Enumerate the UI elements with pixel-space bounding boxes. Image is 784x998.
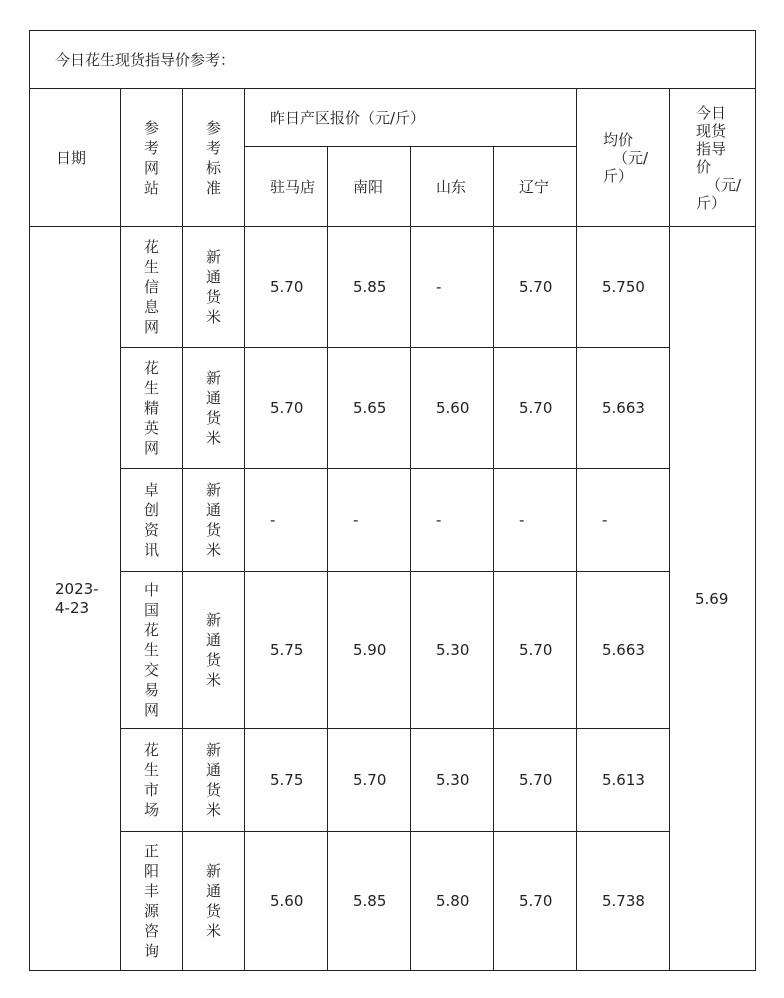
price-cell: 5.60 — [245, 832, 328, 971]
header-guide-line: 指导 — [696, 139, 727, 158]
header-guide-line: 今日 — [696, 103, 727, 122]
standard-cell: 新 通 货 米 — [183, 832, 245, 971]
date-line: 4-23 — [55, 598, 90, 617]
site-cell: 花 生 信 息 网 — [121, 227, 183, 348]
avg-cell: 5.613 — [577, 729, 670, 832]
price-cell: - — [411, 469, 494, 572]
price-cell: 5.75 — [245, 729, 328, 832]
site-cell: 中 国 花 生 交 易 网 — [121, 572, 183, 729]
avg-cell: 5.663 — [577, 348, 670, 469]
price-cell: 5.70 — [494, 832, 577, 971]
price-cell: 5.70 — [494, 572, 577, 729]
site-cell: 正 阳 丰 源 咨 询 — [121, 832, 183, 971]
table-row — [30, 348, 756, 469]
header-avg-line: （元/ — [613, 148, 649, 167]
avg-cell: 5.738 — [577, 832, 670, 971]
header-site: 参 考 网 站 — [121, 89, 183, 227]
header-guide — [670, 89, 756, 227]
site-cell: 卓 创 资 讯 — [121, 469, 183, 572]
standard-cell: 新 通 货 米 — [183, 729, 245, 832]
guide-value-cell: 5.69 — [670, 227, 756, 971]
table-row — [30, 729, 756, 832]
price-cell: - — [494, 469, 577, 572]
price-cell: 5.70 — [328, 729, 411, 832]
price-cell: 5.80 — [411, 832, 494, 971]
price-cell: 5.60 — [411, 348, 494, 469]
date-line: 2023- — [55, 579, 99, 598]
header-date: 日期 — [30, 89, 121, 227]
header-region-liaoning: 辽宁 — [494, 147, 577, 227]
header-region-shandong: 山东 — [411, 147, 494, 227]
price-cell: 5.70 — [494, 227, 577, 348]
header-guide-line: 现货 — [696, 121, 727, 140]
price-cell: - — [245, 469, 328, 572]
standard-cell: 新 通 货 米 — [183, 572, 245, 729]
header-yesterday-price: 昨日产区报价（元/斤） — [245, 89, 577, 147]
header-avg-line: 均价 — [603, 130, 634, 149]
table-row — [30, 469, 756, 572]
table-row — [30, 572, 756, 729]
price-cell: 5.85 — [328, 227, 411, 348]
header-region-zhumadian: 驻马店 — [245, 147, 328, 227]
price-cell: 5.65 — [328, 348, 411, 469]
header-standard: 参 考 标 准 — [183, 89, 245, 227]
price-cell: 5.30 — [411, 572, 494, 729]
price-cell: - — [328, 469, 411, 572]
avg-cell: - — [577, 469, 670, 572]
site-cell: 花 生 市 场 — [121, 729, 183, 832]
price-cell: 5.30 — [411, 729, 494, 832]
price-cell: 5.70 — [245, 348, 328, 469]
price-cell: 5.70 — [245, 227, 328, 348]
price-cell: 5.85 — [328, 832, 411, 971]
price-cell: 5.70 — [494, 348, 577, 469]
site-cell: 花 生 精 英 网 — [121, 348, 183, 469]
avg-cell: 5.750 — [577, 227, 670, 348]
header-avg — [577, 89, 670, 227]
price-cell: 5.70 — [494, 729, 577, 832]
table-row — [30, 227, 756, 348]
header-avg-line: 斤） — [603, 166, 634, 185]
price-table — [29, 30, 756, 971]
header-guide-line: 斤） — [696, 193, 727, 212]
standard-cell: 新 通 货 米 — [183, 227, 245, 348]
price-cell: 5.75 — [245, 572, 328, 729]
header-region-nanyang: 南阳 — [328, 147, 411, 227]
date-cell — [30, 227, 121, 971]
price-cell: - — [411, 227, 494, 348]
header-guide-line: （元/ — [706, 175, 742, 194]
table-row — [30, 832, 756, 971]
avg-cell: 5.663 — [577, 572, 670, 729]
header-guide-line: 价 — [696, 157, 712, 176]
standard-cell: 新 通 货 米 — [183, 469, 245, 572]
standard-cell: 新 通 货 米 — [183, 348, 245, 469]
price-cell: 5.90 — [328, 572, 411, 729]
table-title: 今日花生现货指导价参考： — [30, 31, 756, 89]
